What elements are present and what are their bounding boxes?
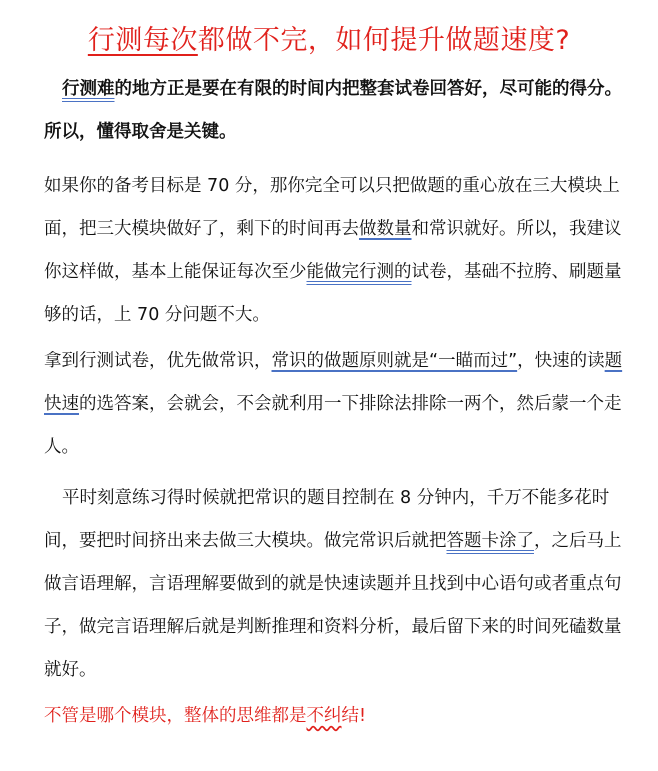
cs-underlined-2: 题快速 <box>44 351 623 414</box>
closing-wavy-word: 不纠 <box>306 706 342 726</box>
intro-underlined-term: 行测难 <box>62 79 115 99</box>
practice-text-2: ，之后马上做言语理解，言语理解要做到的就是快速读题并且找到中心语句或者重点句子，做完言语理解后就是判断推理和资料分析，最后留下来的时间死磕数量就好。 <box>44 531 622 680</box>
practice-text-1: 平时刻意练习得时候就把常识的题目控制在 8 分钟内，千万不能多花时间，要把时间挤出来去做三大模块。做完常识后就把 <box>44 488 610 551</box>
goal-underlined-2: 能做完行测的 <box>306 262 412 282</box>
closing-text-2: 结! <box>341 706 367 726</box>
page-title <box>0 18 658 57</box>
cs-underlined-1: 常识的做题原则就是“一瞄而过” <box>271 351 518 371</box>
paragraph-practice <box>44 477 624 692</box>
paragraph-goal <box>44 165 624 337</box>
goal-text-3: 试卷，基础不拉胯、刷题量够的话，上 70 分问题不大。 <box>44 262 622 325</box>
cs-text-1: 拿到行测试卷，优先做常识， <box>44 351 272 371</box>
title-underlined-part: 行测每次 <box>87 25 198 56</box>
closing-text-1: 不管是哪个模块，整体的思维都是 <box>44 706 307 726</box>
practice-underlined-1: 答题卡涂了 <box>446 531 534 551</box>
title-rest: 都做不完，如何提升做题速度? <box>197 25 571 56</box>
intro-text: 的地方正是要在有限的时间内把整套试卷回答好，尽可能的得分。所以，懂得取舍是关键。 <box>44 79 622 142</box>
paragraph-common-sense <box>44 340 624 469</box>
goal-text-1: 如果你的备考目标是 70 分，那你完全可以只把做题的重心放在三大模块上面，把三大模块做好了，剩下的时间再去 <box>44 176 620 239</box>
cs-text-2: ，快速的读 <box>517 351 605 371</box>
closing-line <box>44 695 624 738</box>
goal-text-2: 和常识就好。所以，我建议你这样做，基本上能保证每次至少 <box>44 219 622 282</box>
intro-paragraph <box>44 68 624 154</box>
cs-text-3: 的选答案，会就会，不会就利用一下排除法排除一两个，然后蒙一个走人。 <box>44 394 622 457</box>
goal-underlined-1: 做数量 <box>359 219 412 239</box>
